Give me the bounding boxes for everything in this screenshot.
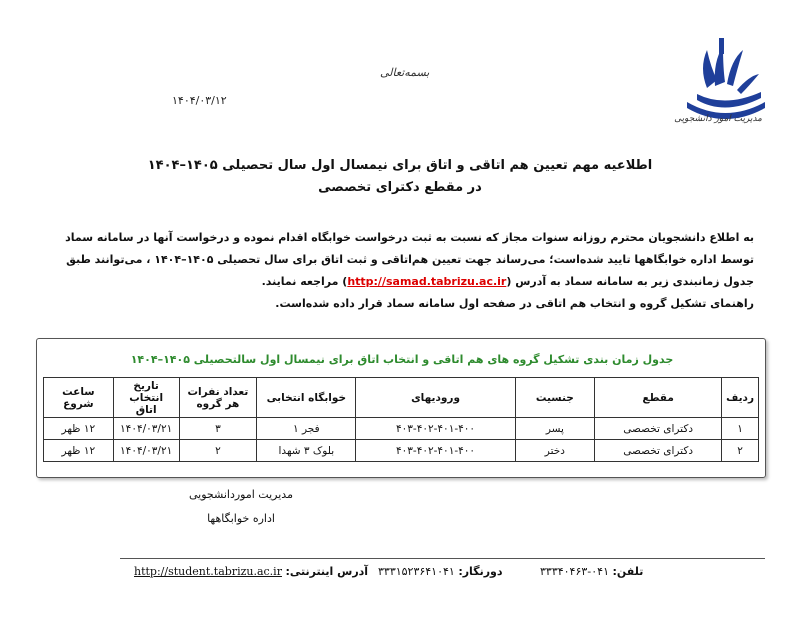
table-row bbox=[44, 440, 759, 462]
cell-dormitory: بلوک ۳ شهدا bbox=[257, 440, 356, 462]
cell-gender: دختر bbox=[515, 440, 595, 462]
cell-start-time: ۱۲ ظهر bbox=[44, 418, 114, 440]
fax-number: ۳۳۳۱۵۲۳۶۴۱۰۴۱ bbox=[378, 565, 455, 578]
basmala: بسمه‌تعالی bbox=[380, 66, 430, 79]
schedule-table-title: جدول زمان بندی تشکیل گروه های هم اتاقی و انتخاب اتاق برای نیمسال اول سالتحصیلی ۱۴۰۵–۱۴۰۴ bbox=[130, 353, 674, 366]
announcement-paragraph bbox=[64, 227, 754, 315]
fax-label: دورنگار: bbox=[458, 565, 503, 578]
header-degree: مقطع bbox=[595, 378, 722, 418]
cell-row-number: ۱ bbox=[722, 418, 759, 440]
header-dormitory: خوابگاه انتخابی bbox=[257, 378, 356, 418]
header-row-number: ردیف bbox=[722, 378, 759, 418]
header-start-time: ساعت شروع bbox=[44, 378, 114, 418]
footer-fax bbox=[378, 565, 503, 578]
schedule-table bbox=[43, 377, 759, 462]
announcement-subtitle: در مقطع دکترای تخصصی bbox=[318, 180, 482, 195]
cell-dormitory: فجر ۱ bbox=[257, 418, 356, 440]
header-entries: ورودیهای bbox=[356, 378, 515, 418]
table-header-row bbox=[44, 378, 759, 418]
website-link[interactable]: http://student.tabrizu.ac.ir bbox=[134, 565, 282, 578]
phone-label: تلفن: bbox=[612, 565, 644, 578]
website-label: آدرس اینترنتی: bbox=[285, 565, 369, 578]
phone-number: ۰۴۱-۳۳۳۴۰۴۶۳ bbox=[540, 565, 609, 578]
table-row bbox=[44, 418, 759, 440]
guide-note: راهنمای تشکیل گروه و انتخاب هم اتاقی در صفحه اول سامانه سماد قرار داده شده‌است. bbox=[275, 297, 754, 310]
cell-gender: پسر bbox=[515, 418, 595, 440]
footer-website bbox=[134, 565, 368, 578]
cell-row-number: ۲ bbox=[722, 440, 759, 462]
header-gender: جنسیت bbox=[515, 378, 595, 418]
signature-department: اداره خوابگاهها bbox=[207, 512, 275, 525]
schedule-box bbox=[36, 338, 766, 478]
cell-group-size: ۲ bbox=[179, 440, 257, 462]
paragraph-text-1: به اطلاع دانشجویان محترم روزانه سنوات مجاز که نسبت به ثبت درخواست خوابگاه اقدام نموده و درخواست آنها در سامانه سماد توسط اداره خوابگاهها تایید شده‌است؛ می‌رساند جهت تعیین هم‌اتاقی و ثبت اتاق برای سال تحصیلی ۱۴۰۵–۱۴۰۴ ، می‌توانند طبق جدول زمانبندی زیر به سامانه سماد به آدرس ( bbox=[65, 231, 754, 288]
header-selection-date: تاریخ انتخاب اتاق bbox=[113, 378, 179, 418]
announcement-title: اطلاعیه مهم تعیین هم اتاقی و اتاق برای نیمسال اول سال تحصیلی ۱۴۰۵–۱۴۰۴ bbox=[147, 158, 653, 173]
samad-link[interactable]: http://samad.tabrizu.ac.ir bbox=[347, 275, 507, 288]
footer-divider bbox=[120, 558, 765, 559]
cell-entries: ۴۰۳-۴۰۲-۴۰۱-۴۰۰ bbox=[356, 418, 515, 440]
cell-selection-date: ۱۴۰۴/۰۳/۲۱ bbox=[113, 418, 179, 440]
letter-date: ۱۴۰۴/۰۳/۱۲ bbox=[172, 94, 227, 107]
logo-caption: مدیریت امور دانشجویی bbox=[674, 114, 762, 124]
cell-start-time: ۱۲ ظهر bbox=[44, 440, 114, 462]
cell-degree: دکترای تخصصی bbox=[595, 440, 722, 462]
cell-selection-date: ۱۴۰۴/۰۳/۲۱ bbox=[113, 440, 179, 462]
signature-office: مدیریت اموردانشجویی bbox=[189, 488, 293, 501]
cell-group-size: ۳ bbox=[179, 418, 257, 440]
footer-phone bbox=[540, 565, 643, 578]
cell-entries: ۴۰۳-۴۰۲-۴۰۱-۴۰۰ bbox=[356, 440, 515, 462]
cell-degree: دکترای تخصصی bbox=[595, 418, 722, 440]
paragraph-text-2: ) مراجعه نمایند. bbox=[261, 275, 348, 288]
header-group-size: تعداد نفرات هر گروه bbox=[179, 378, 257, 418]
